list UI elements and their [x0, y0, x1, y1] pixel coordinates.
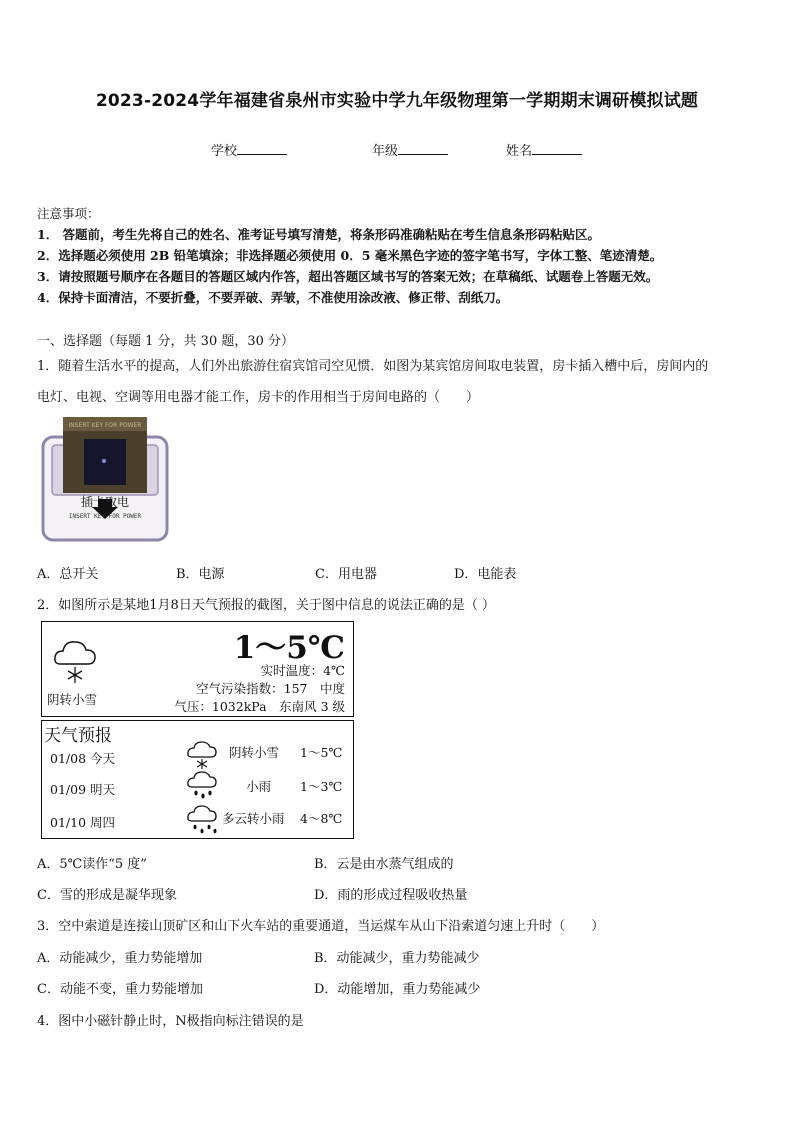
forecast-cond-3: 多云转小雨 — [222, 811, 285, 826]
device-label: 插卡取电 — [80, 495, 130, 509]
today-realtime-temp: 实时温度：4℃ — [260, 663, 345, 678]
q2-option-c[interactable]: C．雪的形成是凝华现象 — [37, 888, 177, 903]
q1-stem-line2: 电灯、电视、空调等用电器才能工作，房卡的作用相当于房间电路的（ ） — [37, 390, 480, 405]
q2-option-a[interactable]: A．5℃读作“5 度” — [37, 857, 147, 872]
q3-stem: 3．空中索道是连接山顶矿区和山下火车站的重要通道，当运煤车从山下沿索道匀速上升时（ ） — [37, 919, 605, 934]
cloud-rain-icon — [186, 769, 218, 803]
device-subtext: INSERT KEY FOR POWER — [68, 513, 142, 520]
grade-field[interactable] — [372, 140, 448, 159]
q3-option-c[interactable]: C．动能不变，重力势能增加 — [37, 982, 203, 997]
notice-heading: 注意事项： — [37, 206, 100, 221]
forecast-temp-3: 4～8℃ — [300, 811, 343, 826]
cloud-snow-icon — [186, 739, 218, 771]
section-heading: 一、选择题（每题 1 分，共 30 题，30 分） — [37, 334, 295, 349]
forecast-title: 天气预报 — [44, 726, 112, 746]
q3-option-b[interactable]: B．动能减少，重力势能减少 — [314, 951, 480, 966]
notice-item-4: 4．保持卡面清洁，不要折叠，不要弄破、弄皱，不准使用涂改液、修正带、刮纸刀。 — [37, 290, 509, 305]
name-field[interactable] — [506, 140, 582, 159]
q1-option-a[interactable]: A．总开关 — [37, 567, 99, 582]
weather-forecast-panel — [41, 720, 354, 839]
cloud-rain-icon — [186, 803, 220, 837]
school-label: 学校 — [211, 144, 238, 159]
today-pressure-wind: 气压：1032kPa 东南风 3 级 — [174, 699, 345, 714]
q4-stem: 4．图中小磁针静止时，N极指向标注错误的是 — [37, 1014, 304, 1029]
forecast-date-1: 01/08 今天 — [50, 751, 115, 766]
cloud-snow-icon — [52, 636, 98, 686]
q2-option-b[interactable]: B．云是由水蒸气组成的 — [314, 857, 454, 872]
forecast-date-3: 01/10 周四 — [50, 815, 115, 830]
q3-option-d[interactable]: D．动能增加，重力势能减少 — [314, 982, 481, 997]
today-condition: 阴转小雪 — [47, 692, 98, 707]
notice-item-3: 3．请按照题号顺序在各题目的答题区域内作答，超出答题区域书写的答案无效；在草稿纸、试题卷上答题无效。 — [37, 269, 659, 284]
q1-option-b[interactable]: B．电源 — [176, 567, 225, 582]
q2-stem: 2．如图所示是某地1月8日天气预报的截图，关于图中信息的说法正确的是（ ） — [37, 598, 495, 613]
forecast-cond-2: 小雨 — [246, 779, 272, 794]
forecast-temp-1: 1～5℃ — [300, 745, 343, 760]
key-card-device-drawing — [40, 415, 170, 543]
forecast-cond-1: 阴转小雪 — [229, 745, 280, 760]
weather-today-panel — [41, 621, 354, 717]
forecast-temp-2: 1～3℃ — [300, 779, 343, 794]
grade-label: 年级 — [372, 144, 399, 159]
name-label: 姓名 — [506, 144, 533, 159]
key-card-power-device-image — [40, 415, 170, 543]
page-title: 2023-2024学年福建省泉州市实验中学九年级物理第一学期期末调研模拟试题 — [95, 91, 699, 111]
q1-stem-line1: 1．随着生活水平的提高，人们外出旅游住宿宾馆司空见惯．如图为某宾馆房间取电装置，房卡插入槽中后，房间内的 — [37, 359, 709, 374]
q3-option-a[interactable]: A．动能减少，重力势能增加 — [37, 951, 203, 966]
q2-option-d[interactable]: D．雨的形成过程吸收热量 — [314, 888, 468, 903]
notice-item-2: 2．选择题必须使用 2B 铅笔填涂；非选择题必须使用 0．5 毫米黑色字迹的签字笔书写，字体工整、笔迹清楚。 — [37, 248, 663, 263]
notice-item-1: 1． 答题前，考生先将自己的姓名、准考证号填写清楚，将条形码准确粘贴在考生信息条形码粘贴区。 — [37, 227, 601, 242]
card-top-text: INSERT KEY FOR POWER — [68, 422, 142, 429]
q1-option-d[interactable]: D．电能表 — [454, 567, 517, 582]
today-temperature-range: 1～5℃ — [233, 630, 345, 666]
today-aqi: 空气污染指数：157 中度 — [196, 681, 345, 696]
q1-option-c[interactable]: C．用电器 — [315, 567, 377, 582]
forecast-date-2: 01/09 明天 — [50, 782, 115, 797]
school-field[interactable] — [211, 140, 287, 159]
